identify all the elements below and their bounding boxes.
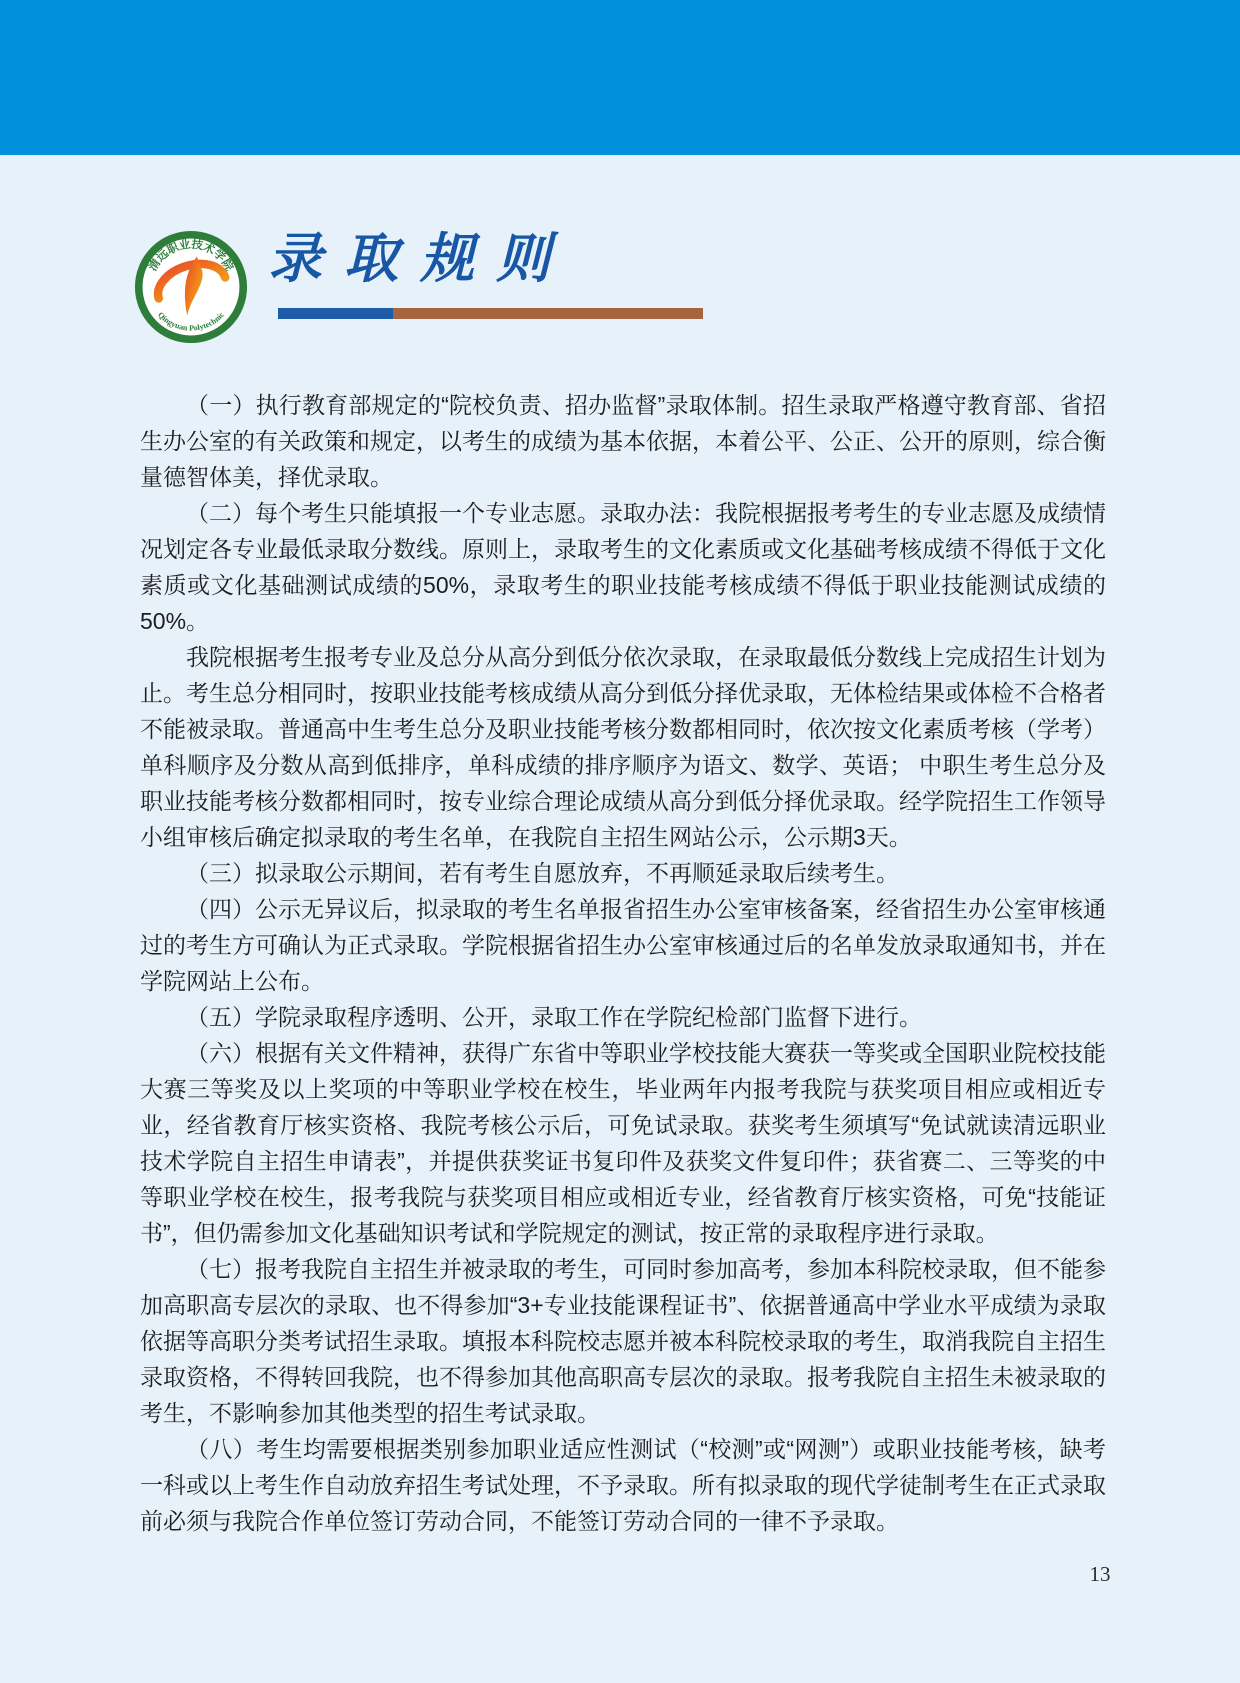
rule-paragraph: （七）报考我院自主招生并被录取的考生，可同时参加高考，参加本科院校录取，但不能参加高职高专层次的录取、也不得参加“3+专业技能课程证书”、依据普通高中学业水平成绩为录取依据等高职分类考试招生录取。填报本科院校志愿并被本科院校录取的考生，取消我院自主招生录取资格，不得转回我院，也不得参加其他高职高专层次的录取。报考我院自主招生未被录取的考生，不影响参加其他类型的招生考试录取。	[140, 1256, 1106, 1426]
college-logo-icon	[134, 230, 248, 344]
rule-paragraph: （八）考生均需要根据类别参加职业适应性测试（“校测”或“网测”）或职业技能考核，缺考一科或以上考生作自动放弃招生考试处理，不予录取。所有拟录取的现代学徒制考生在正式录取前必须与我院合作单位签订劳动合同，不能签订劳动合同的一律不予录取。	[140, 1436, 1106, 1534]
page-title: 录取规则	[268, 226, 572, 290]
section-header	[0, 0, 1240, 360]
logo-top-text: 清远职业技术学院	[147, 238, 235, 274]
title-underline	[278, 308, 703, 319]
page-number: 13	[1089, 1562, 1111, 1586]
rule-paragraph: （三）拟录取公示期间，若有考生自愿放弃，不再顺延录取后续考生。	[186, 860, 899, 886]
rule-paragraph: （一）执行教育部规定的“院校负责、招办监督”录取体制。招生录取严格遵守教育部、省招生办公室的有关政策和规定，以考生的成绩为基本依据，本着公平、公正、公开的原则，综合衡量德智体美，择优录取。	[140, 392, 1106, 490]
rule-paragraph: （五）学院录取程序透明、公开，录取工作在学院纪检部门监督下进行。	[186, 1004, 922, 1030]
rule-paragraph: （六）根据有关文件精神，获得广东省中等职业学校技能大赛获一等奖或全国职业院校技能大赛三等奖及以上奖项的中等职业学校在校生，毕业两年内报考我院与获奖项目相应或相近专业，经省教育厅核实资格、我院考核公示后，可免试录取。获奖考生须填写“免试就读清远职业技术学院自主招生申请表”，并提供获奖证书复印件及获奖文件复印件；获省赛二、三等奖的中等职业学校在校生，报考我院与获奖项目相应或相近专业，经省教育厅核实资格，可免“技能证书”，但仍需参加文化基础知识考试和学院规定的测试，按正常的录取程序进行录取。	[140, 1040, 1106, 1246]
rule-paragraph: （四）公示无异议后，拟录取的考生名单报省招生办公室审核备案，经省招生办公室审核通过的考生方可确认为正式录取。学院根据省招生办公室审核通过后的名单发放录取通知书，并在学院网站上公布。	[140, 896, 1106, 994]
underline-brown-segment	[393, 308, 703, 319]
underline-blue-segment	[278, 308, 393, 319]
rule-paragraph: （二）每个考生只能填报一个专业志愿。录取办法：我院根据报考考生的专业志愿及成绩情况划定各专业最低录取分数线。原则上，录取考生的文化素质或文化基础考核成绩不得低于文化素质或文化基础测试成绩的50%，录取考生的职业技能考核成绩不得低于职业技能测试成绩的50%。	[140, 500, 1106, 634]
rule-paragraph: 我院根据考生报考专业及总分从高分到低分依次录取，在录取最低分数线上完成招生计划为止。考生总分相同时，按职业技能考核成绩从高分到低分择优录取，无体检结果或体检不合格者不能被录取。普通高中生考生总分及职业技能考核分数都相同时，依次按文化素质考核（学考）单科顺序及分数从高到低排序，单科成绩的排序顺序为语文、数学、英语； 中职生考生总分及职业技能考核分数都相同时，按专业综合理论成绩从高分到低分择优录取。经学院招生工作领导小组审核后确定拟录取的考生名单，在我院自主招生网站公示，公示期3天。	[140, 644, 1106, 850]
admission-rules-text	[140, 387, 1106, 1539]
logo-bottom-text: Qingyuan Polytechnic	[156, 310, 226, 333]
